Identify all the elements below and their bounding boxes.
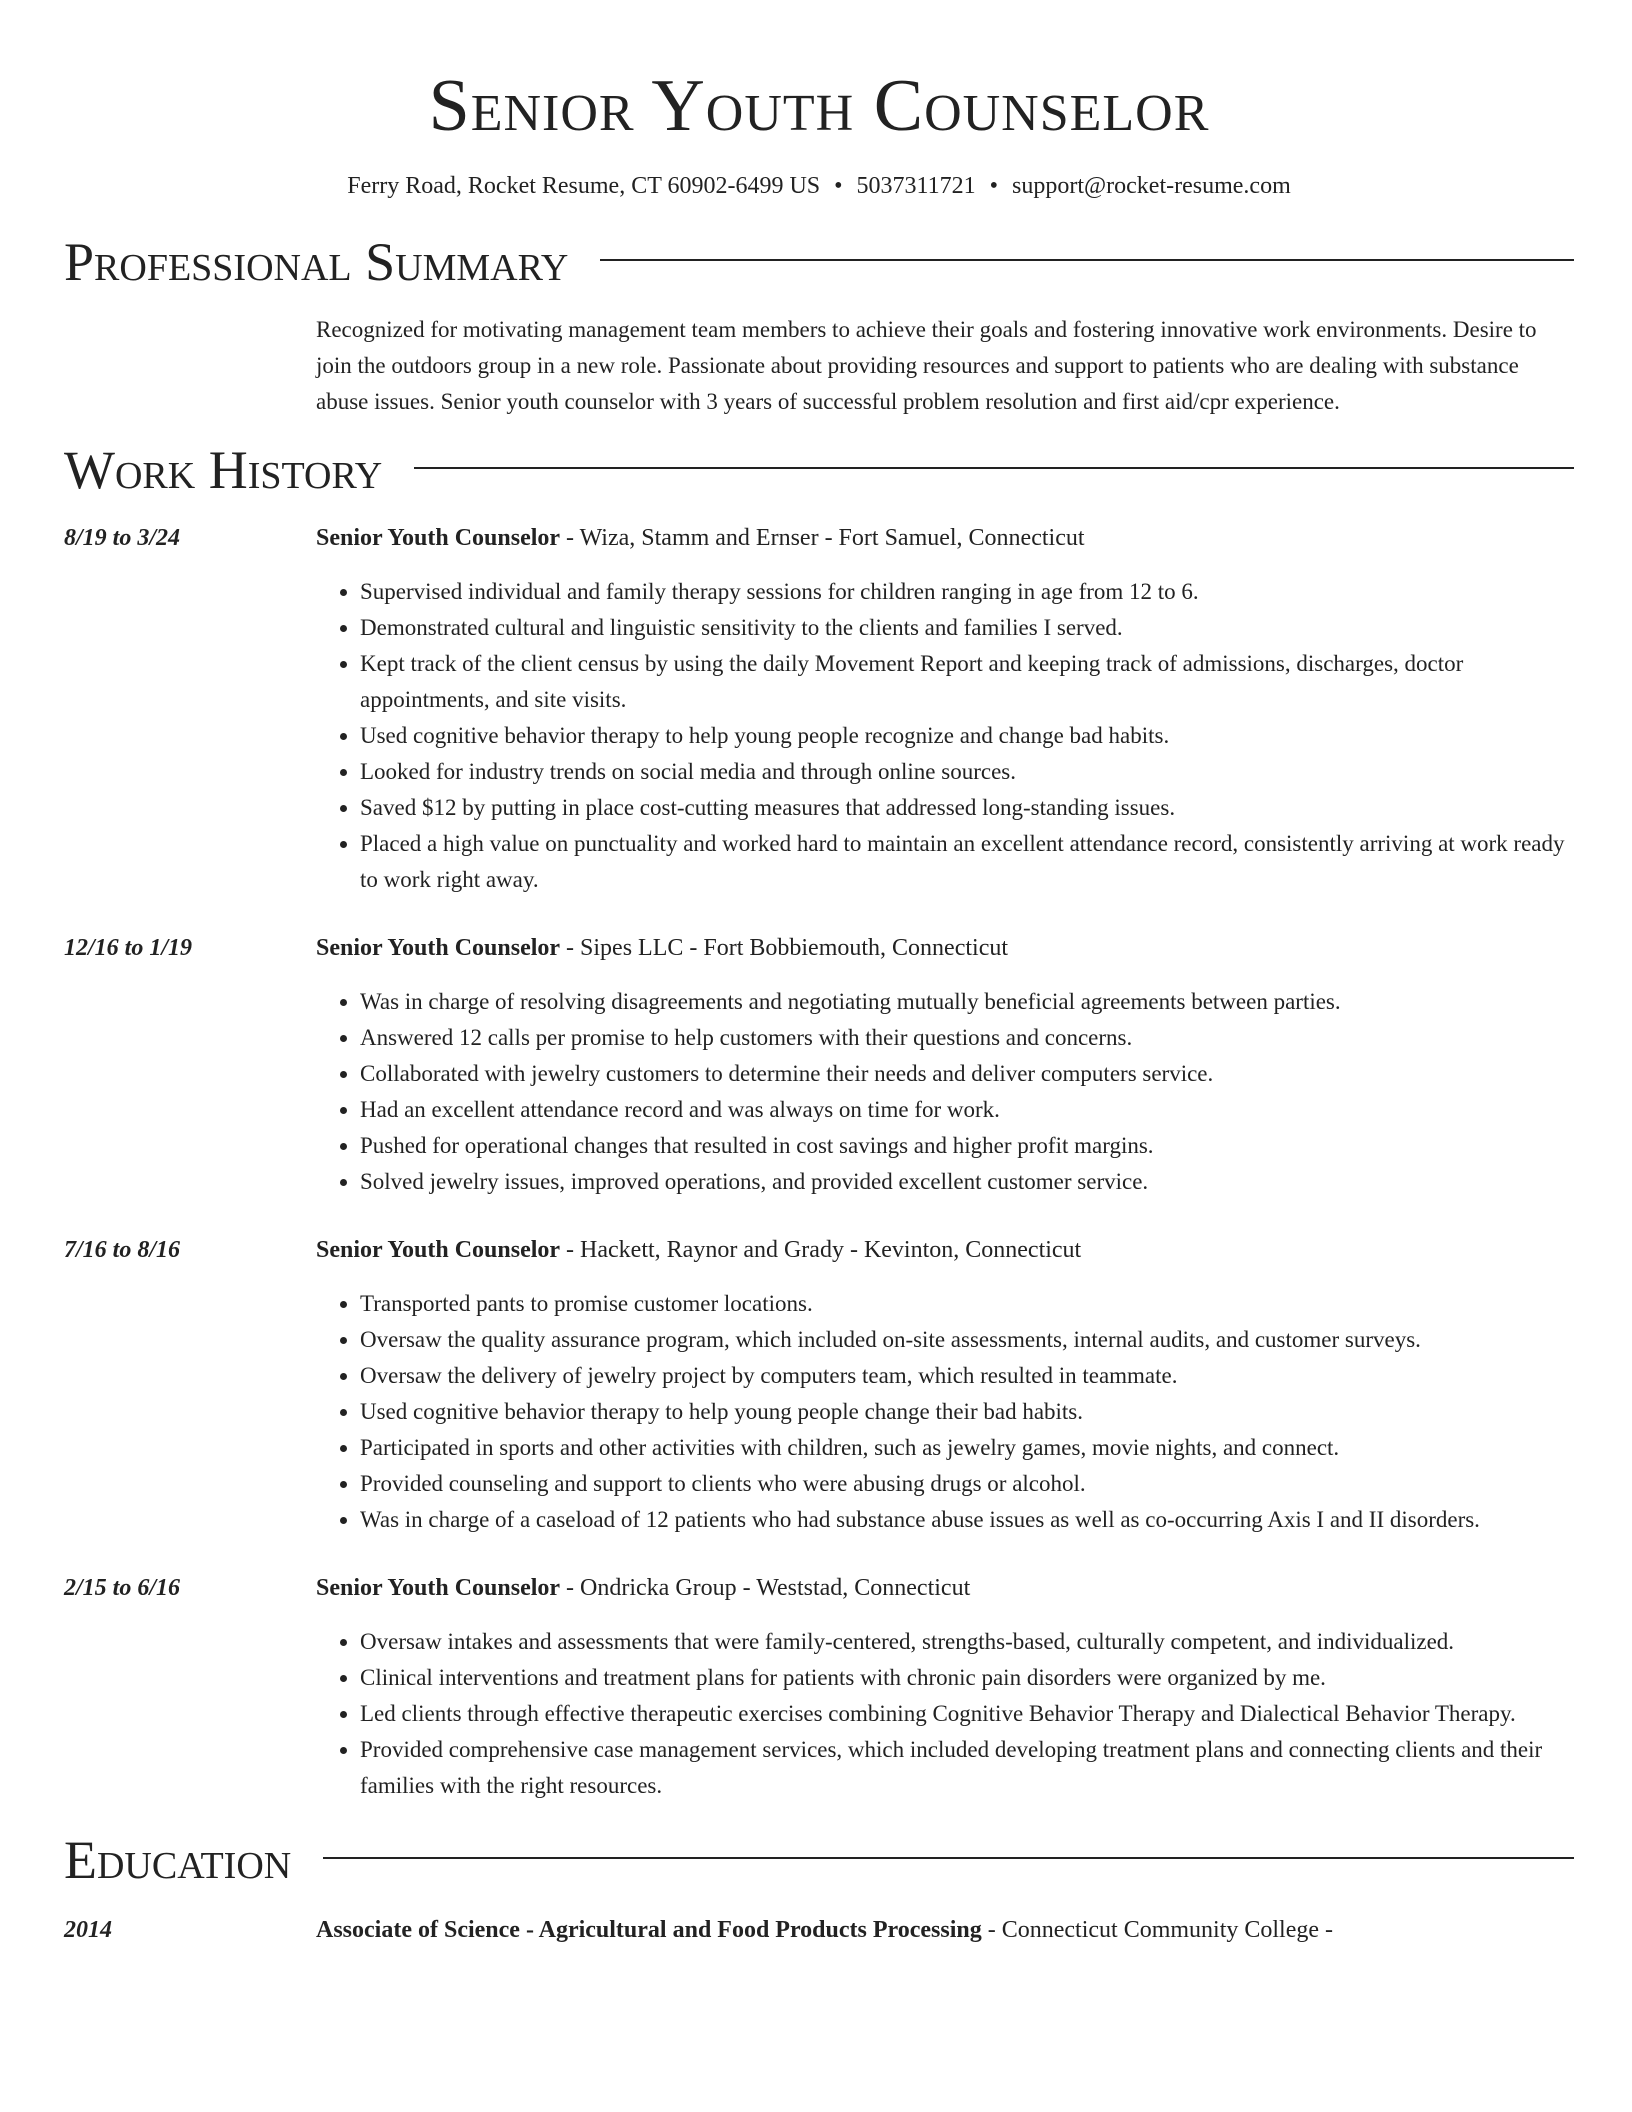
education-heading: Education [64, 1830, 292, 1890]
job-details: - Hackett, Raynor and Grady - Kevinton, Connecticut [560, 1237, 1082, 1263]
job-bullets [316, 1286, 1574, 1538]
summary-text: Recognized for motivating management team members to achieve their goals and fostering innovative work environments. Desire to join the outdoors group in a new role. Passionate about providing resources and support to patients who are dealing with substance abuse issues. Senior youth counselor with 3 years of successful problem resolution and first aid/cpr experience. [316, 317, 1537, 414]
job-details: - Sipes LLC - Fort Bobbiemouth, Connecticut [560, 935, 1009, 961]
education-school: - Connecticut Community College - [981, 1917, 1334, 1943]
job-dates: 2/15 to 6/16 [64, 1575, 181, 1601]
job-bullet: • Kept track of the client census by using the daily Movement Report and keeping track of admissions, discharges, doctor appointments, and site visits. [360, 646, 1574, 718]
job-bullet: • Led clients through effective therapeutic exercises combining Cognitive Behavior Therapy and Dialectical Behavior Therapy. [360, 1696, 1574, 1732]
job-bullet: • Answered 12 calls per promise to help customers with their questions and concerns. [360, 1020, 1574, 1056]
job-dates: 7/16 to 8/16 [64, 1237, 181, 1263]
job-dates: 12/16 to 1/19 [64, 935, 193, 961]
job-bullet: • Solved jewelry issues, improved operations, and provided excellent customer service. [360, 1164, 1574, 1200]
job-body [316, 932, 1574, 1200]
resume-page [64, 0, 1574, 1946]
section-divider [600, 259, 1574, 261]
contact-phone: 5037311721 [856, 173, 976, 199]
job-title-line [316, 932, 1574, 964]
job-body [316, 522, 1574, 898]
education-section-header [64, 1828, 1574, 1892]
job-details: - Ondricka Group - Weststad, Connecticut [560, 1575, 971, 1601]
job-bullet: • Looked for industry trends on social media and through online sources. [360, 754, 1574, 790]
job-body [316, 1572, 1574, 1804]
education-entry [64, 1914, 1574, 1946]
work-section-header [64, 438, 1574, 502]
contact-email: support@rocket-resume.com [1012, 173, 1291, 199]
job-bullet: • Used cognitive behavior therapy to help young people change their bad habits. [360, 1394, 1574, 1430]
education-body [316, 1914, 1574, 1946]
job-bullet: • Was in charge of a caseload of 12 patients who had substance abuse issues as well as co-occurring Axis I and II disorders. [360, 1502, 1574, 1538]
contact-address: Ferry Road, Rocket Resume, CT 60902-6499 US [347, 173, 821, 199]
section-divider [414, 467, 1574, 469]
job-bullet: • Collaborated with jewelry customers to determine their needs and deliver computers service. [360, 1056, 1574, 1092]
job-entry [64, 1572, 1574, 1804]
education-title-line [316, 1914, 1574, 1946]
summary-heading: Professional Summary [64, 232, 569, 292]
job-bullets [316, 574, 1574, 898]
job-body [316, 1234, 1574, 1538]
summary-section-header [64, 230, 1574, 294]
job-bullet: • Had an excellent attendance record and was always on time for work. [360, 1092, 1574, 1128]
job-bullet: • Used cognitive behavior therapy to help young people recognize and change bad habits. [360, 718, 1574, 754]
job-title: Senior Youth Counselor [316, 1237, 561, 1263]
job-title: Senior Youth Counselor [316, 935, 561, 961]
job-entry [64, 1234, 1574, 1538]
job-title-line [316, 522, 1574, 554]
job-bullet: • Participated in sports and other activities with children, such as jewelry games, movie nights, and connect. [360, 1430, 1574, 1466]
contact-line [64, 170, 1574, 202]
job-entry [64, 932, 1574, 1200]
job-title-line [316, 1572, 1574, 1604]
job-bullets [316, 984, 1574, 1200]
job-bullet: • Clinical interventions and treatment plans for patients with chronic pain disorders were organized by me. [360, 1660, 1574, 1696]
job-title: Senior Youth Counselor [316, 1575, 561, 1601]
contact-separator: • [989, 173, 999, 199]
job-dates: 8/19 to 3/24 [64, 525, 181, 551]
contact-separator: • [834, 173, 843, 199]
job-bullets [316, 1624, 1574, 1804]
job-entry [64, 522, 1574, 898]
job-bullet: • Transported pants to promise customer locations. [360, 1286, 1574, 1322]
resume-name: Senior Youth Counselor [428, 65, 1210, 147]
education-degree: Associate of Science - Agricultural and Food Products Processing [316, 1917, 982, 1943]
job-bullet: • Pushed for operational changes that resulted in cost savings and higher profit margins. [360, 1128, 1574, 1164]
job-bullet: • Demonstrated cultural and linguistic sensitivity to the clients and families I served. [360, 610, 1574, 646]
job-bullet: • Saved $12 by putting in place cost-cutting measures that addressed long-standing issues. [360, 790, 1574, 826]
section-divider [323, 1857, 1574, 1859]
job-bullet: • Oversaw the delivery of jewelry project by computers team, which resulted in teammate. [360, 1358, 1574, 1394]
job-title-line [316, 1234, 1574, 1266]
job-bullet: • Provided comprehensive case management services, which included developing treatment plans and connecting clients and their families with the right resources. [360, 1732, 1574, 1804]
job-bullet: • Oversaw the quality assurance program, which included on-site assessments, internal audits, and customer surveys. [360, 1322, 1574, 1358]
work-heading: Work History [64, 440, 383, 500]
job-title: Senior Youth Counselor [316, 525, 561, 551]
job-bullet: • Was in charge of resolving disagreements and negotiating mutually beneficial agreements between parties. [360, 984, 1574, 1020]
job-bullet: • Oversaw intakes and assessments that were family-centered, strengths-based, culturally competent, and individualized. [360, 1624, 1574, 1660]
job-details: - Wiza, Stamm and Ernser - Fort Samuel, Connecticut [560, 525, 1085, 551]
job-bullet: • Placed a high value on punctuality and worked hard to maintain an excellent attendance record, consistently arriving at work ready to work right away. [360, 826, 1574, 898]
job-bullet: • Provided counseling and support to clients who were abusing drugs or alcohol. [360, 1466, 1574, 1502]
job-bullet: • Supervised individual and family therapy sessions for children ranging in age from 12 to 6. [360, 574, 1574, 610]
education-year: 2014 [64, 1917, 112, 1943]
